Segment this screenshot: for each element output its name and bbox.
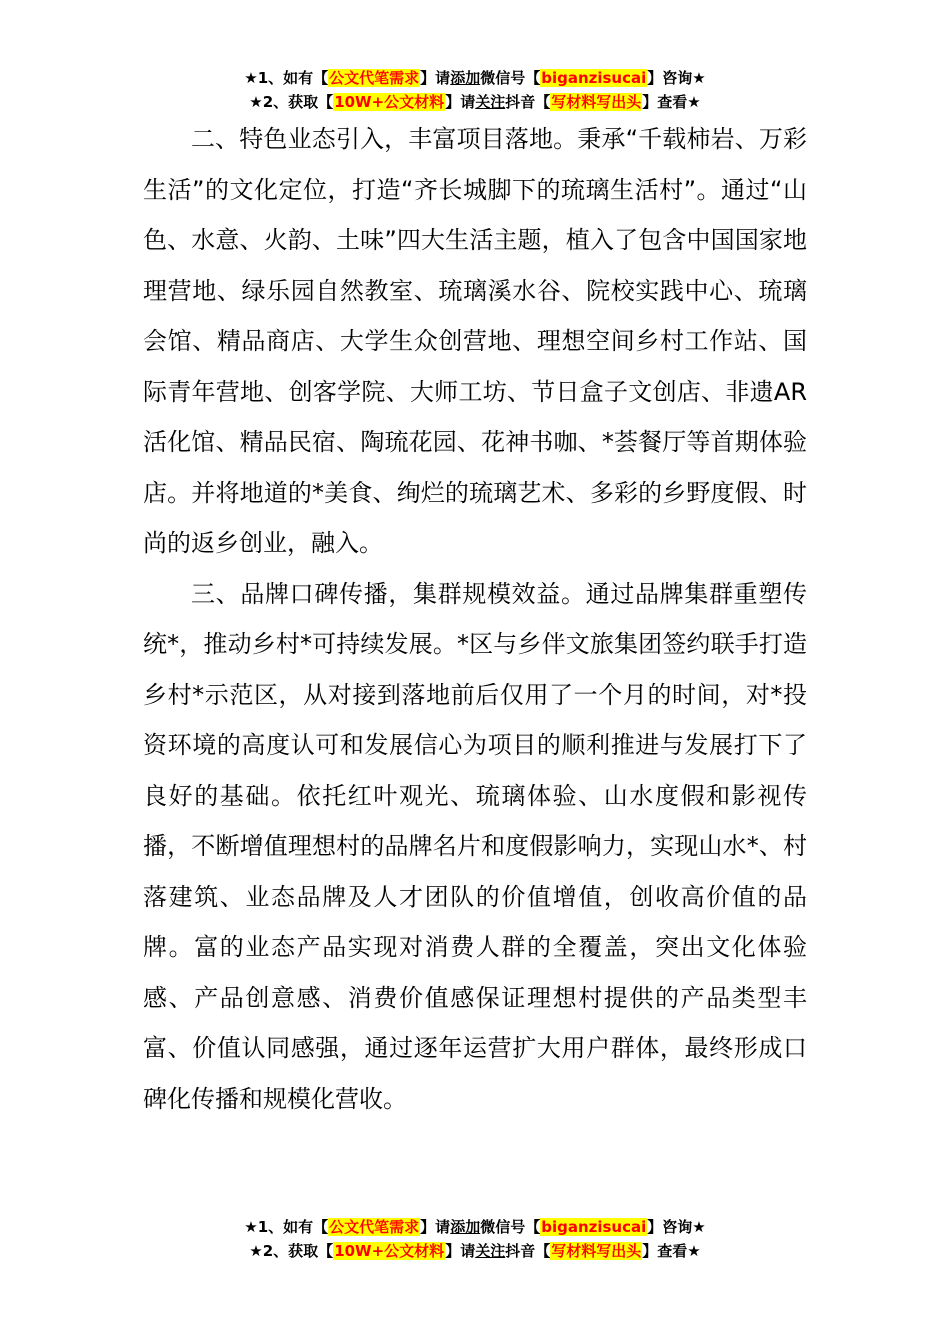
banner-text: 微信号【 <box>480 1218 541 1236</box>
header-banner <box>0 66 950 114</box>
banner-highlight-materials: 10W+公文材料 <box>334 93 445 111</box>
paragraph-brand-reputation: 三、品牌口碑传播，集群规模效益。通过品牌集群重塑传统*，推动乡村*可持续发展。*区与乡伴文旅集团签约联手打造乡村*示范区，从对接到落地前后仅用了一个月的时间，对*投资环境的高度认可和发展信心为项目的顺利推进与发展打下了良好的基础。依托红叶观光、琉璃体验、山水度假和影视传播，不断增值理想村的品牌名片和度假影响力，实现山水*、村落建筑、业态品牌及人才团队的价值增值，创收高价值的品牌。富的业态产品实现对消费人群的全覆盖，突出文化体验感、产品创意感、消费价值感保证理想村提供的产品类型丰富、价值认同感强，通过逐年运营扩大用户群体，最终形成口碑化传播和规模化营收。 <box>143 579 807 1113</box>
banner-text: 】咨询★ <box>647 69 706 87</box>
banner-text: ★2、获取【 <box>249 93 334 111</box>
banner-highlight-douyin-account: 写材料写出头 <box>551 1242 642 1260</box>
banner-highlight-materials: 10W+公文材料 <box>334 1242 445 1260</box>
banner-underlined-text: 关注 <box>475 1242 506 1260</box>
banner-text: 抖音【 <box>505 93 551 111</box>
banner-highlight-service: 公文代笔需求 <box>329 69 420 87</box>
banner-text: 】咨询★ <box>647 1218 706 1236</box>
banner-line-1 <box>0 66 950 90</box>
banner-line-1 <box>0 1215 950 1239</box>
banner-text: 】查看★ <box>642 1242 701 1260</box>
footer-banner <box>0 1215 950 1263</box>
banner-text: 】请 <box>420 1218 451 1236</box>
banner-text: 】请 <box>420 69 451 87</box>
banner-text: ★1、如有【 <box>244 1218 329 1236</box>
banner-highlight-wechat-id: biganzisucai <box>541 1218 647 1236</box>
banner-text: ★1、如有【 <box>244 69 329 87</box>
banner-line-2 <box>0 1239 950 1263</box>
banner-text: 抖音【 <box>505 1242 551 1260</box>
banner-text: 微信号【 <box>480 69 541 87</box>
banner-underlined-text: 添加 <box>450 1218 481 1236</box>
paragraph-feature-business: 二、特色业态引入，丰富项目落地。秉承“千载柿岩、万彩生活”的文化定位，打造“齐长城脚下的琉璃生活村”。通过“山色、水意、火韵、土味”四大生活主题，植入了包含中国国家地理营地、绿乐园自然教室、琉璃溪水谷、院校实践中心、琉璃会馆、精品商店、大学生众创营地、理想空间乡村工作站、国际青年营地、创客学院、大师工坊、节日盒子文创店、非遗AR活化馆、精品民宿、陶琉花园、花神书咖、*荟餐厅等首期体验店。并将地道的*美食、绚烂的琉璃艺术、多彩的乡野度假、时尚的返乡创业，融入。 <box>143 125 807 557</box>
banner-text: 】查看★ <box>642 93 701 111</box>
banner-highlight-service: 公文代笔需求 <box>329 1218 420 1236</box>
banner-text: 】请 <box>445 93 476 111</box>
banner-highlight-douyin-account: 写材料写出头 <box>551 93 642 111</box>
banner-underlined-text: 关注 <box>475 93 506 111</box>
banner-line-2 <box>0 90 950 114</box>
document-body <box>143 114 807 1124</box>
banner-underlined-text: 添加 <box>450 69 481 87</box>
banner-text: ★2、获取【 <box>249 1242 334 1260</box>
banner-highlight-wechat-id: biganzisucai <box>541 69 647 87</box>
banner-text: 】请 <box>445 1242 476 1260</box>
